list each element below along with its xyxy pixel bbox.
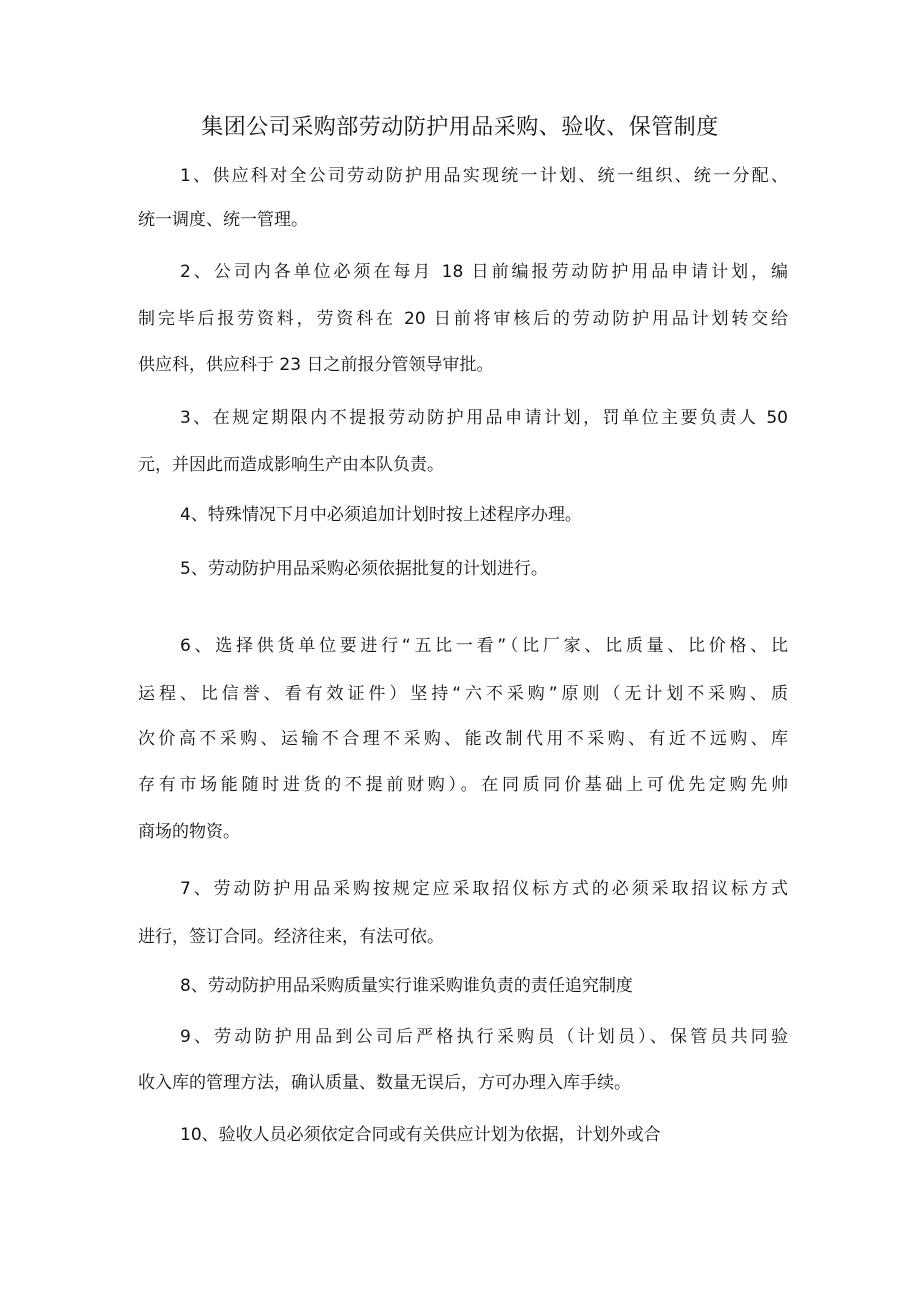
document-title: 集团公司采购部劳动防护用品采购、验收、保管制度	[201, 115, 719, 140]
paragraph-3-line-1: 3、在规定期限内不提报劳动防护用品申请计划，罚单位主要负责人 50	[180, 408, 788, 428]
paragraph-1-line-2: 统一调度、统一管理。	[138, 210, 308, 230]
paragraph-6-line-2: 运程、比信誉、看有效证件）坚持“六不采购”原则（无计划不采购、质	[138, 684, 788, 704]
paragraph-9-line-2: 收入库的管理方法，确认质量、数量无误后，方可办理入库手续。	[138, 1073, 631, 1093]
paragraph-7-line-1: 7、劳动防护用品采购按规定应采取招仪标方式的必须采取招议标方式	[180, 879, 788, 899]
paragraph-10-line-1: 10、验收人员必须依定合同或有关供应计划为依据，计划外或合	[180, 1125, 661, 1145]
paragraph-6-line-3: 次价高不采购、运输不合理不采购、能改制代用不采购、有近不远购、库	[138, 729, 788, 749]
paragraph-7-line-2: 进行，签订合同。经济往来，有法可依。	[138, 927, 444, 947]
paragraph-9-line-1: 9、劳动防护用品到公司后严格执行采购员（计划员）、保管员共同验	[180, 1027, 788, 1047]
paragraph-2-line-3: 供应科，供应科于 23 日之前报分管领导审批。	[138, 355, 494, 375]
paragraph-6-line-5: 商场的物资。	[138, 822, 240, 842]
paragraph-1-line-1: 1、供应科对全公司劳动防护用品实现统一计划、统一组织、统一分配、	[180, 166, 788, 186]
paragraph-6-line-4: 存有市场能随时进货的不提前财购）。在同质同价基础上可优先定购先帅	[138, 775, 788, 795]
paragraph-6-line-1: 6、选择供货单位要进行“五比一看”（比厂家、比质量、比价格、比	[180, 636, 788, 656]
paragraph-5-line-1: 5、劳动防护用品采购必须依据批复的计划进行。	[180, 559, 548, 579]
paragraph-8-line-1: 8、劳动防护用品采购质量实行谁采购谁负责的责任追究制度	[180, 976, 633, 996]
paragraph-4-line-1: 4、特殊情况下月中必须追加计划时按上述程序办理。	[180, 505, 582, 525]
paragraph-2-line-2: 制完毕后报劳资料，劳资科在 20 日前将审核后的劳动防护用品计划转交给	[138, 309, 788, 329]
paragraph-2-line-1: 2、公司内各单位必须在每月 18 日前编报劳动防护用品申请计划，编	[180, 262, 788, 282]
paragraph-3-line-2: 元，并因此而造成影响生产由本队负责。	[138, 455, 444, 475]
